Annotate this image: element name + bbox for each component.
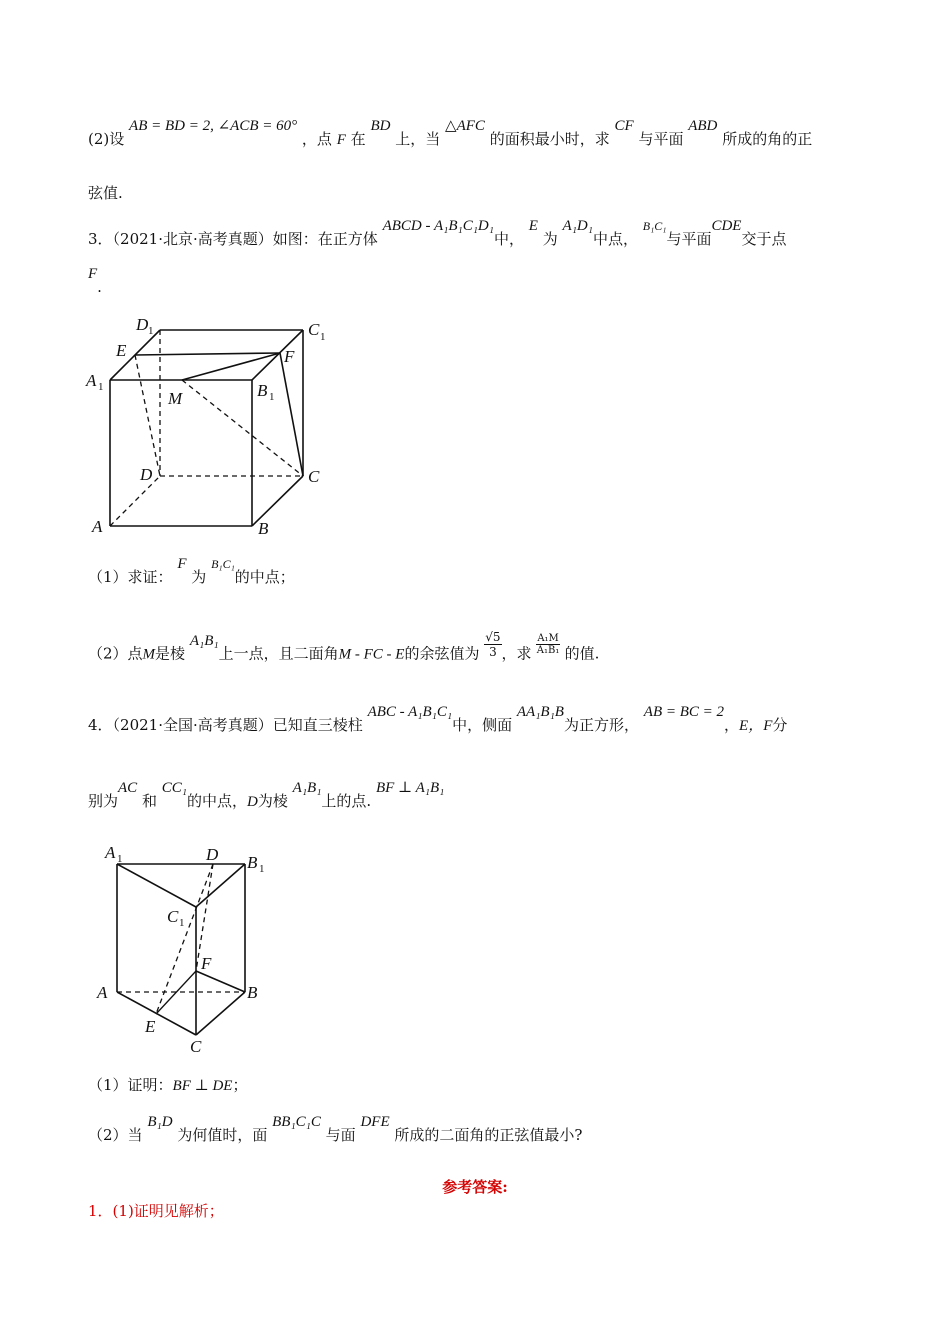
text: 交于点 [741, 230, 787, 248]
math-face: DFE [360, 1114, 390, 1130]
text: （2）当 [88, 1126, 143, 1144]
text: （2）点 [88, 644, 143, 663]
text: 所成的角的正 [722, 130, 813, 148]
math-face: BB₁C₁C [272, 1114, 321, 1130]
math-face: AA₁B₁B [516, 704, 564, 720]
fraction-num: √5 [485, 630, 501, 644]
text: ，点 [301, 130, 332, 148]
label-D: D [206, 845, 219, 864]
math-equation: AB = BC = 2 [643, 704, 725, 720]
text: ， [724, 716, 740, 734]
label-sub: 1 [148, 325, 154, 337]
label-A: A [105, 843, 116, 862]
text: 上，当 [395, 130, 441, 148]
label-D: D [136, 315, 149, 334]
text: 的中点； [234, 568, 295, 586]
label-A: A [86, 371, 97, 390]
label-B-bottom: B [247, 983, 258, 1002]
q4-part2 [88, 1114, 860, 1145]
text: 已知直三棱柱 [272, 716, 363, 734]
text: 和 [141, 792, 157, 810]
label-F: F [284, 347, 295, 366]
text: 为 [542, 230, 558, 248]
q3-part2 [88, 630, 860, 669]
text: 为棱 [257, 792, 288, 810]
math-condition: AB = BD = 2, ∠ACB = 60° [129, 118, 298, 134]
text: 与平面 [666, 230, 712, 248]
q3-line2 [88, 266, 860, 297]
label-C-bottom: C [190, 1037, 202, 1056]
math-point: F [88, 266, 98, 282]
text: 别为 [88, 792, 119, 810]
text: 与面 [325, 1126, 356, 1144]
math-segment: BD [370, 118, 391, 134]
text: 上的点. [321, 792, 372, 810]
text: 在 [350, 130, 366, 148]
text: （1）证明： [88, 1076, 173, 1094]
fraction-den: A₁B₁ [536, 645, 560, 656]
math-segment: CC₁ [161, 780, 187, 796]
text: 的中点， [187, 792, 248, 810]
edge-B1C1 [196, 864, 245, 907]
q4-line1 [88, 704, 860, 735]
segment-EF [135, 353, 280, 355]
label-C-bottom: C [308, 467, 320, 486]
segment-MC [182, 380, 303, 476]
text: （1）求证： [88, 568, 173, 586]
label-C: C [308, 320, 320, 339]
text: 所成的二面角的正弦值最小? [394, 1126, 583, 1144]
text: 分 [772, 716, 788, 734]
text: ； [232, 1076, 248, 1094]
label-sub: 1 [179, 917, 185, 929]
question-number: 4． [88, 716, 113, 734]
text: 的余弦值为 [404, 644, 480, 663]
label-F: F [201, 954, 212, 973]
label-C: C [167, 907, 179, 926]
math-segment: CF [614, 118, 634, 134]
math-plane: ABD [688, 118, 718, 134]
label-B: B [247, 853, 258, 872]
edge-B1C1 [252, 330, 303, 380]
question-number: 3． [88, 230, 113, 248]
text: 中，侧面 [452, 716, 513, 734]
math-perpendicular: BF ⊥ DE [172, 1078, 233, 1094]
label-D-bottom: D [140, 465, 153, 484]
edge-BC [196, 992, 245, 1035]
edge-A1C1 [117, 864, 196, 907]
math-segment: A₁B₁ [189, 632, 219, 649]
math-segment: A₁D₁ [562, 218, 593, 234]
math-point: F [336, 132, 346, 148]
q3-part1 [88, 556, 860, 587]
label-sub: 1 [98, 381, 104, 393]
math-segment: B₁C₁ [642, 219, 667, 233]
math-segment: AC [118, 780, 138, 796]
prism-figure [95, 842, 275, 1060]
segment-FB [196, 971, 245, 992]
text: 如图：在正方体 [272, 230, 378, 248]
label-M: M [168, 389, 183, 408]
math-plane: CDE [711, 218, 742, 234]
label-sub: 1 [320, 331, 326, 343]
fraction-num: A₁M [537, 633, 559, 644]
label-sub: 1 [259, 863, 265, 875]
math-prism: ABC - A₁B₁C₁ [367, 704, 453, 720]
fraction-den: 3 [489, 645, 497, 659]
label-A-bottom: A [92, 517, 103, 536]
text: (2)设 [88, 130, 125, 148]
question-source: （2021·北京·高考真题） [112, 230, 273, 248]
q2-part2-line2: 弦值. [88, 184, 123, 202]
label-B-bottom: B [258, 519, 269, 538]
math-perpendicular: BF ⊥ A₁B₁ [375, 780, 445, 796]
math-triangle: △AFC [445, 118, 485, 134]
math-point: M [142, 646, 156, 663]
math-point: D [247, 794, 258, 810]
answer-1: 1．(1)证明见解析； [88, 1202, 224, 1220]
q4-part1 [88, 1074, 860, 1095]
text: 的面积最小时，求 [489, 130, 610, 148]
q3-line1 [88, 218, 860, 249]
q4-line2 [88, 780, 860, 811]
math-point: F [177, 556, 187, 572]
text: 的值. [564, 644, 600, 663]
question-source: （2021·全国·高考真题） [112, 716, 273, 734]
label-sub: 1 [269, 391, 275, 403]
text: 为何值时，面 [177, 1126, 268, 1144]
text: 为 [191, 568, 207, 586]
text: ，求 [501, 644, 532, 663]
label-A-bottom: A [97, 983, 108, 1002]
edge-AD [110, 476, 160, 526]
math-point: E [528, 218, 538, 234]
text: 与平面 [638, 130, 684, 148]
segment-FC [280, 353, 303, 476]
fraction-ratio [536, 633, 559, 656]
text: 是棱 [155, 644, 186, 663]
label-E: E [116, 341, 127, 360]
label-sub: 1 [117, 853, 123, 865]
text: 中， [493, 230, 524, 248]
math-segment: B₁D [147, 1114, 173, 1130]
text: 中点， [592, 230, 638, 248]
text: . [97, 278, 102, 296]
math-points: E，F [739, 718, 773, 734]
text: 为正方形， [563, 716, 639, 734]
label-E: E [145, 1017, 156, 1036]
text: 上一点，且二面角 [218, 644, 339, 663]
math-cube: ABCD - A₁B₁C₁D₁ [382, 218, 494, 234]
fraction-sqrt5-over-3 [484, 630, 501, 659]
q2-part2-line1 [88, 118, 860, 149]
label-B: B [257, 381, 268, 400]
math-segment: A₁B₁ [292, 780, 322, 796]
math-angle: M - FC - E [338, 646, 405, 663]
math-segment: B₁C₁ [211, 557, 235, 571]
answers-title: 参考答案: [442, 1178, 508, 1196]
cube-figure [80, 310, 350, 542]
segment-ED [135, 355, 160, 476]
